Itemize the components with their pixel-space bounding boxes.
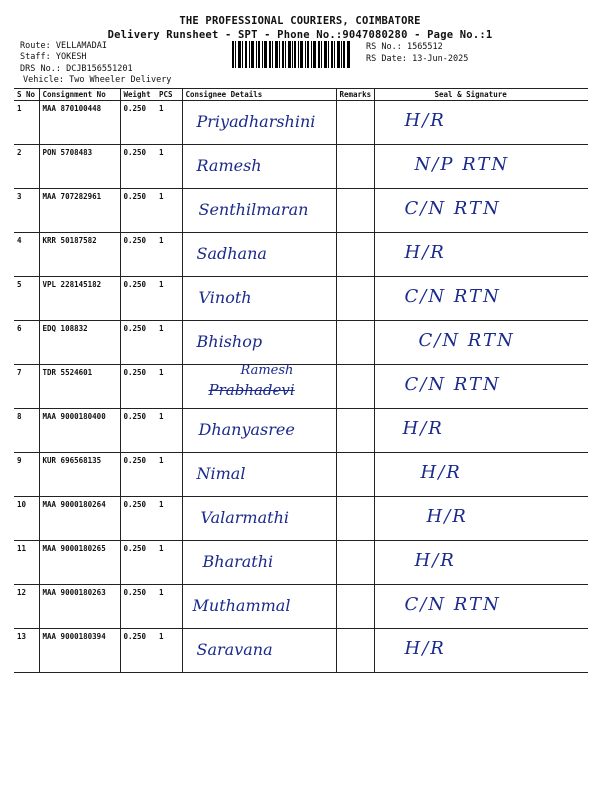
row-weight: 0.250	[120, 233, 156, 277]
row-weight: 0.250	[120, 541, 156, 585]
seal-signature: C/N RTN	[418, 330, 515, 351]
consignee-name: Vinoth	[198, 288, 252, 307]
row-pcs: 1	[156, 233, 182, 277]
row-signature	[374, 541, 588, 585]
consignee-correction: Ramesh	[240, 363, 294, 378]
row-consignment: KRR 50187582	[39, 233, 120, 277]
row-consignee	[182, 497, 336, 541]
row-consignment: MAA 9000180265	[39, 541, 120, 585]
row-consignee	[182, 277, 336, 321]
consignee-name: Saravana	[196, 640, 273, 659]
col-sno: S No	[14, 89, 39, 101]
seal-signature: H/R	[404, 638, 446, 659]
consignee-name: Bharathi	[202, 552, 274, 571]
row-pcs: 1	[156, 365, 182, 409]
table-row	[14, 453, 588, 497]
seal-signature: N/P RTN	[414, 154, 510, 175]
seal-signature: H/R	[404, 242, 446, 263]
row-consignee	[182, 409, 336, 453]
col-pcs: PCS	[156, 89, 182, 101]
seal-signature: H/R	[426, 506, 468, 527]
row-weight: 0.250	[120, 101, 156, 145]
row-pcs: 1	[156, 189, 182, 233]
table-row	[14, 541, 588, 585]
row-signature	[374, 277, 588, 321]
vehicle-label: Vehicle:	[23, 75, 64, 85]
rs-date-line	[366, 54, 468, 64]
col-signature: Seal & Signature	[374, 89, 588, 101]
row-signature	[374, 365, 588, 409]
route-value: VELLAMADAI	[55, 41, 108, 51]
row-sno: 8	[14, 409, 39, 453]
staff-value: YOKESH	[55, 52, 87, 62]
row-sno: 3	[14, 189, 39, 233]
row-signature	[374, 145, 588, 189]
seal-signature: H/R	[420, 462, 462, 483]
row-remarks	[336, 629, 374, 673]
table-row	[14, 233, 588, 277]
seal-signature: H/R	[404, 110, 446, 131]
table-row	[14, 189, 588, 233]
row-remarks	[336, 365, 374, 409]
consignee-name: Nimal	[196, 464, 246, 483]
row-consignee	[182, 101, 336, 145]
rs-no-line	[366, 42, 443, 52]
table-row	[14, 629, 588, 673]
row-consignee	[182, 321, 336, 365]
row-consignment: PON 5708483	[39, 145, 120, 189]
row-signature	[374, 189, 588, 233]
row-consignment: MAA 707282961	[39, 189, 120, 233]
row-weight: 0.250	[120, 629, 156, 673]
seal-signature: C/N RTN	[404, 198, 501, 219]
table-row	[14, 585, 588, 629]
row-weight: 0.250	[120, 145, 156, 189]
row-weight: 0.250	[120, 189, 156, 233]
row-consignment: MAA 9000180263	[39, 585, 120, 629]
col-weight: Weight	[120, 89, 156, 101]
row-pcs: 1	[156, 541, 182, 585]
row-consignee	[182, 365, 336, 409]
row-consignment: EDQ 108832	[39, 321, 120, 365]
row-remarks	[336, 101, 374, 145]
row-pcs: 1	[156, 629, 182, 673]
row-consignee	[182, 189, 336, 233]
runsheet-subtitle: Delivery Runsheet - SPT - Phone No.:9047080280 - Page No.:1	[107, 29, 493, 41]
row-weight: 0.250	[120, 321, 156, 365]
table-row	[14, 321, 588, 365]
table-row	[14, 145, 588, 189]
consignee-name: Dhanyasree	[198, 420, 295, 439]
rs-date-value: 13-Jun-2025	[412, 54, 469, 64]
staff-label: Staff:	[20, 52, 51, 62]
row-remarks	[336, 453, 374, 497]
row-remarks	[336, 585, 374, 629]
seal-signature: H/R	[414, 550, 456, 571]
row-consignment: TDR 5524601	[39, 365, 120, 409]
runsheet-table	[14, 88, 588, 673]
consignee-name: Bhishop	[196, 332, 263, 351]
barcode	[232, 41, 350, 68]
row-sno: 12	[14, 585, 39, 629]
row-sno: 6	[14, 321, 39, 365]
row-weight: 0.250	[120, 277, 156, 321]
rs-no-label: RS No.:	[366, 42, 402, 52]
row-sno: 10	[14, 497, 39, 541]
vehicle-line	[23, 75, 171, 85]
seal-signature: C/N RTN	[404, 286, 501, 307]
row-sno: 1	[14, 101, 39, 145]
row-sno: 5	[14, 277, 39, 321]
company-title: THE PROFESSIONAL COURIERS, COIMBATORE	[179, 15, 421, 27]
row-signature	[374, 233, 588, 277]
row-signature	[374, 453, 588, 497]
drs-label: DRS No.:	[20, 64, 61, 74]
row-remarks	[336, 233, 374, 277]
row-pcs: 1	[156, 409, 182, 453]
row-pcs: 1	[156, 453, 182, 497]
staff-line	[20, 52, 87, 62]
row-sno: 4	[14, 233, 39, 277]
table-row	[14, 409, 588, 453]
consignee-name: Ramesh	[196, 156, 262, 175]
row-remarks	[336, 277, 374, 321]
route-label: Route:	[20, 41, 51, 51]
col-consignment: Consignment No	[39, 89, 120, 101]
drs-value: DCJB156551201	[66, 64, 133, 74]
seal-signature: H/R	[402, 418, 444, 439]
row-pcs: 1	[156, 585, 182, 629]
row-pcs: 1	[156, 277, 182, 321]
route-line	[20, 41, 107, 51]
row-signature	[374, 101, 588, 145]
row-consignee	[182, 453, 336, 497]
row-remarks	[336, 145, 374, 189]
seal-signature: C/N RTN	[404, 594, 501, 615]
row-signature	[374, 497, 588, 541]
table-row	[14, 497, 588, 541]
seal-signature: C/N RTN	[404, 374, 501, 395]
col-consignee: Consignee Details	[182, 89, 336, 101]
row-consignee	[182, 145, 336, 189]
table-row	[14, 365, 588, 409]
row-pcs: 1	[156, 321, 182, 365]
consignee-name: Senthilmaran	[198, 200, 309, 219]
consignee-name: Sadhana	[196, 244, 267, 263]
vehicle-value: Two Wheeler Delivery	[69, 75, 172, 85]
row-pcs: 1	[156, 145, 182, 189]
row-remarks	[336, 189, 374, 233]
row-sno: 11	[14, 541, 39, 585]
rs-no-value: 1565512	[406, 42, 443, 52]
row-sno: 9	[14, 453, 39, 497]
row-weight: 0.250	[120, 365, 156, 409]
row-consignment: MAA 9000180264	[39, 497, 120, 541]
row-consignment: MAA 870100448	[39, 101, 120, 145]
table-row	[14, 277, 588, 321]
row-sno: 13	[14, 629, 39, 673]
row-pcs: 1	[156, 497, 182, 541]
table-row	[14, 101, 588, 145]
row-signature	[374, 409, 588, 453]
row-weight: 0.250	[120, 453, 156, 497]
row-weight: 0.250	[120, 585, 156, 629]
row-remarks	[336, 541, 374, 585]
row-weight: 0.250	[120, 497, 156, 541]
row-pcs: 1	[156, 101, 182, 145]
row-consignment: VPL 228145182	[39, 277, 120, 321]
row-consignment: MAA 9000180394	[39, 629, 120, 673]
consignee-name: Valarmathi	[200, 508, 289, 527]
consignee-struck-name: Prabhadevi	[208, 381, 295, 399]
row-sno: 2	[14, 145, 39, 189]
row-remarks	[336, 321, 374, 365]
row-consignee	[182, 629, 336, 673]
rs-date-label: RS Date:	[366, 54, 407, 64]
table-header-row	[14, 89, 588, 101]
col-remarks: Remarks	[336, 89, 374, 101]
row-consignee	[182, 233, 336, 277]
row-signature	[374, 585, 588, 629]
row-weight: 0.250	[120, 409, 156, 453]
row-signature	[374, 321, 588, 365]
row-signature	[374, 629, 588, 673]
row-sno: 7	[14, 365, 39, 409]
row-remarks	[336, 497, 374, 541]
row-consignment: KUR 696568135	[39, 453, 120, 497]
consignee-name: Muthammal	[192, 596, 291, 615]
row-consignee	[182, 585, 336, 629]
row-remarks	[336, 409, 374, 453]
row-consignment: MAA 9000180400	[39, 409, 120, 453]
consignee-name: Priyadharshini	[196, 112, 316, 131]
drs-line	[20, 64, 133, 74]
row-consignee	[182, 541, 336, 585]
